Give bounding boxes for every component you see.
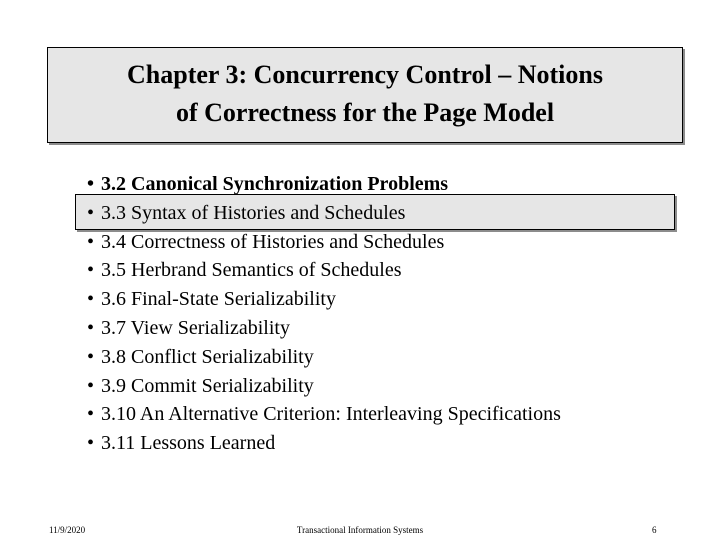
bullet-icon: •	[87, 230, 95, 253]
title-box	[47, 47, 683, 143]
toc-item-3-5	[87, 256, 561, 285]
footer-title: Transactional Information Systems	[296, 525, 424, 535]
bullet-icon: •	[87, 316, 95, 339]
page-number: 6	[652, 525, 657, 535]
bullet-icon: •	[87, 259, 95, 282]
bullet-icon: •	[87, 173, 95, 195]
toc-item-3-4	[87, 228, 561, 257]
toc-item-label: 3.2 Canonical Synchronization Problems	[101, 173, 449, 195]
toc-item-3-3	[87, 199, 561, 228]
toc-item-3-7	[87, 314, 561, 343]
toc-item-label: 3.3 Syntax of Histories and Schedules	[101, 201, 406, 224]
bullet-icon: •	[87, 345, 95, 368]
bullet-icon: •	[87, 374, 95, 397]
bullet-icon: •	[87, 403, 95, 426]
bullet-icon: •	[87, 432, 95, 455]
toc-item-3-10	[87, 400, 561, 429]
toc-item-label: 3.10 An Alternative Criterion: Interleaving Specifications	[101, 403, 561, 426]
table-of-contents	[87, 170, 561, 458]
toc-item-label: 3.8 Conflict Serializability	[101, 345, 314, 368]
toc-item-label: 3.7 View Serializability	[101, 316, 290, 339]
toc-item-3-11	[87, 429, 561, 458]
bullet-icon: •	[87, 201, 95, 224]
toc-item-3-9	[87, 372, 561, 401]
toc-item-3-6	[87, 285, 561, 314]
toc-item-label: 3.6 Final-State Serializability	[101, 288, 336, 311]
toc-item-label: 3.11 Lessons Learned	[101, 432, 276, 455]
slide-title-line-1: Chapter 3: Concurrency Control – Notions	[127, 60, 603, 89]
footer-date: 11/9/2020	[49, 525, 86, 535]
toc-item-label: 3.9 Commit Serializability	[101, 374, 314, 397]
toc-item-3-8	[87, 343, 561, 372]
toc-item-label: 3.5 Herbrand Semantics of Schedules	[101, 259, 402, 282]
slide-title-line-2: of Correctness for the Page Model	[175, 98, 555, 127]
toc-item-label: 3.4 Correctness of Histories and Schedules	[101, 230, 445, 253]
toc-item-3-2	[87, 170, 561, 199]
bullet-icon: •	[87, 288, 95, 311]
